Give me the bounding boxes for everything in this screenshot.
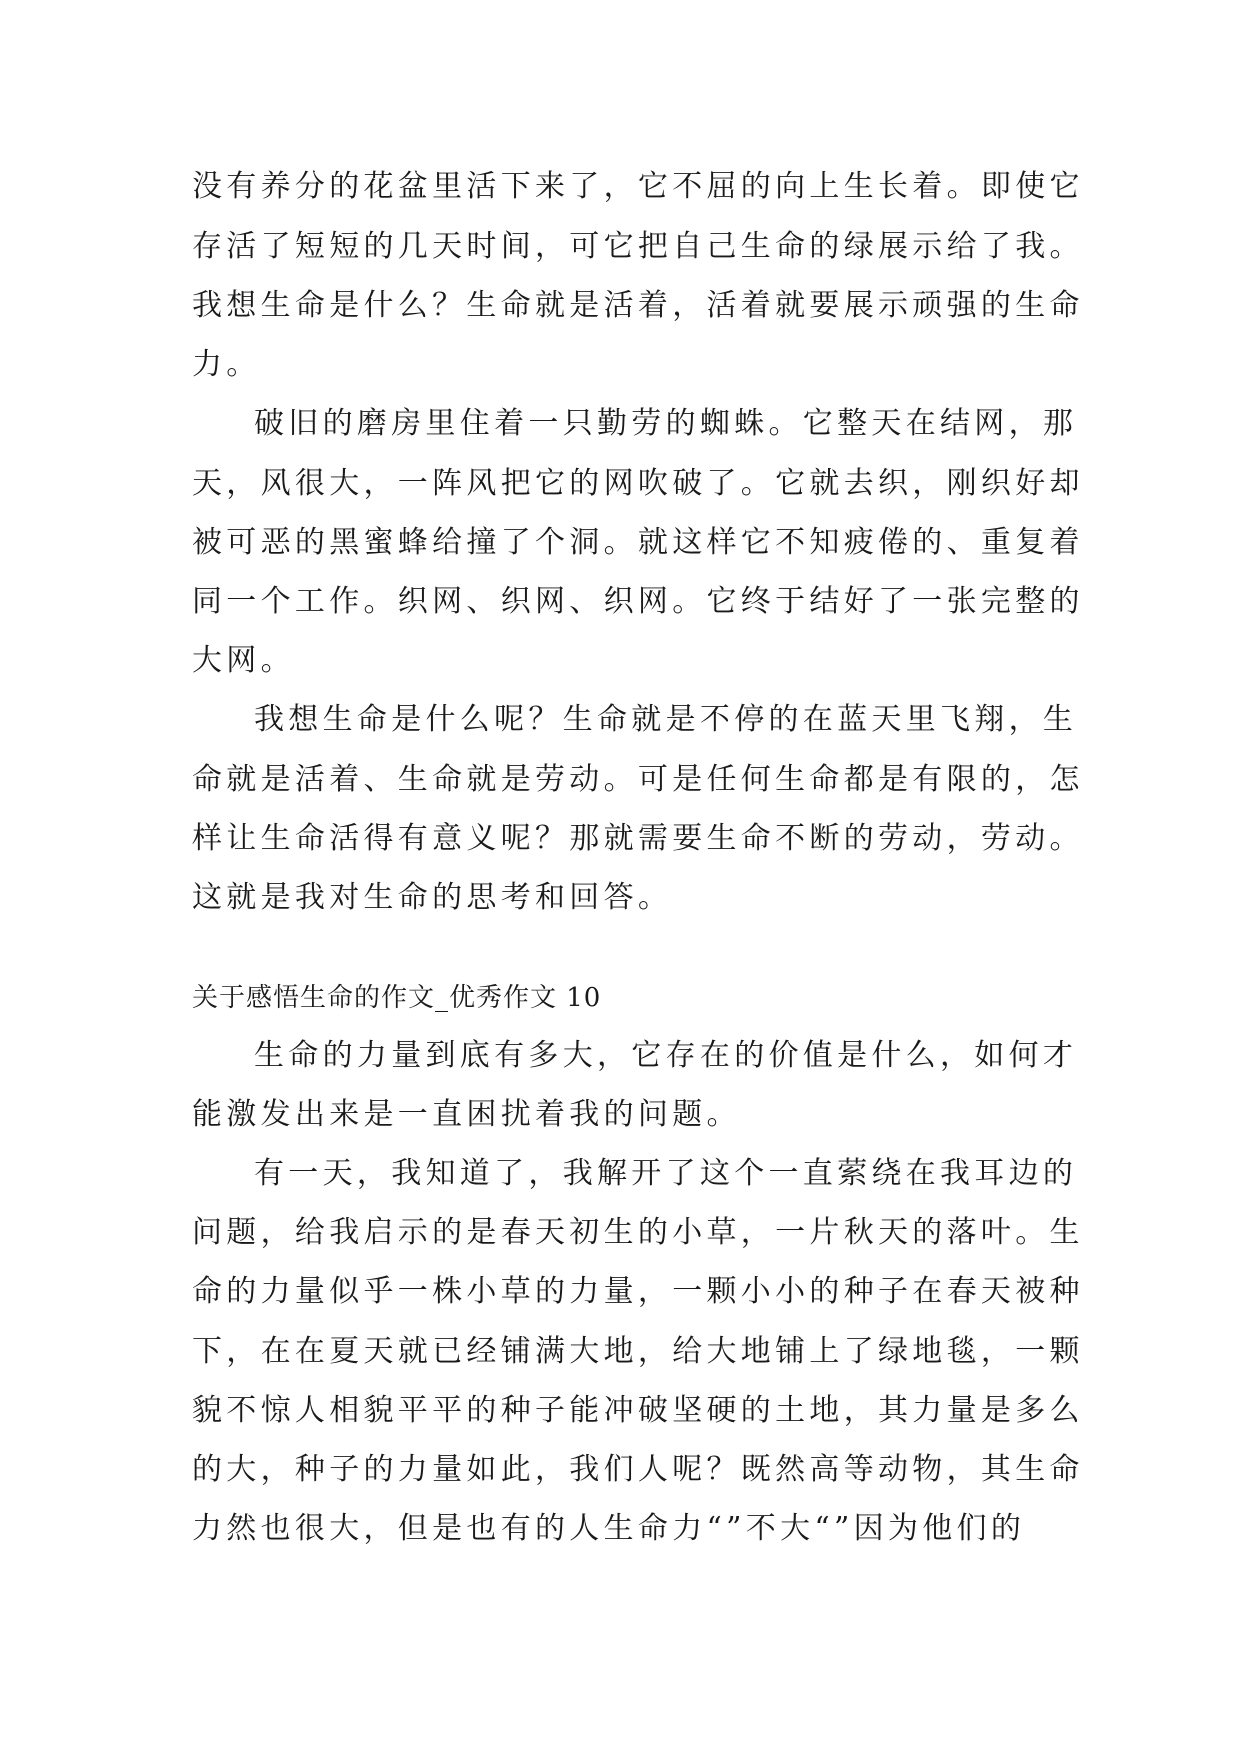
- paragraph-line: 破旧的磨房里住着一只勤劳的蜘蛛。它整天在结网，那: [254, 406, 1078, 441]
- paragraph-line: 同一个工作。织网、织网、织网。它终于结好了一张完整的: [192, 584, 1084, 619]
- paragraph-line: 我想生命是什么呢？生命就是不停的在蓝天里飞翔，生: [254, 702, 1078, 737]
- paragraph-line: 存活了短短的几天时间，可它把自己生命的绿展示给了我。: [192, 229, 1084, 264]
- paragraph-line: 问题，给我启示的是春天初生的小草，一片秋天的落叶。生: [192, 1215, 1084, 1250]
- paragraph-line: 样让生命活得有意义呢？那就需要生命不断的劳动，劳动。: [192, 821, 1084, 856]
- paragraph-line: 被可恶的黑蜜蜂给撞了个洞。就这样它不知疲倦的、重复着: [192, 525, 1084, 560]
- paragraph-line: 貌不惊人相貌平平的种子能冲破坚硬的土地，其力量是多么: [192, 1393, 1084, 1428]
- paragraph-line: 命就是活着、生命就是劳动。可是任何生命都是有限的，怎: [192, 762, 1084, 797]
- paragraph-line: 这就是我对生命的思考和回答。: [192, 880, 673, 915]
- paragraph-line: 能激发出来是一直困扰着我的问题。: [192, 1097, 741, 1132]
- paragraph-line: 力。: [192, 347, 261, 382]
- paragraph-line: 下，在在夏天就已经铺满大地，给大地铺上了绿地毯，一颗: [192, 1334, 1084, 1369]
- paragraph-line: 我想生命是什么？生命就是活着，活着就要展示顽强的生命: [192, 288, 1084, 323]
- paragraph-line: 的大，种子的力量如此，我们人呢？既然高等动物，其生命: [192, 1452, 1084, 1487]
- paragraph-line: 没有养分的花盆里活下来了，它不屈的向上生长着。即使它: [192, 169, 1084, 204]
- paragraph-line: 力然也很大，但是也有的人生命力“”不大“”因为他们的: [192, 1511, 1026, 1546]
- paragraph-line: 命的力量似乎一株小草的力量，一颗小小的种子在春天被种: [192, 1274, 1084, 1309]
- section-title: 关于感悟生命的作文_优秀作文 10: [192, 983, 602, 1013]
- paragraph-line: 大网。: [192, 643, 295, 678]
- paragraph-line: 天，风很大，一阵风把它的网吹破了。它就去织，刚织好却: [192, 466, 1084, 501]
- paragraph-line: 有一天，我知道了，我解开了这个一直萦绕在我耳边的: [254, 1156, 1078, 1191]
- paragraph-line: 生命的力量到底有多大，它存在的价值是什么，如何才: [254, 1038, 1078, 1073]
